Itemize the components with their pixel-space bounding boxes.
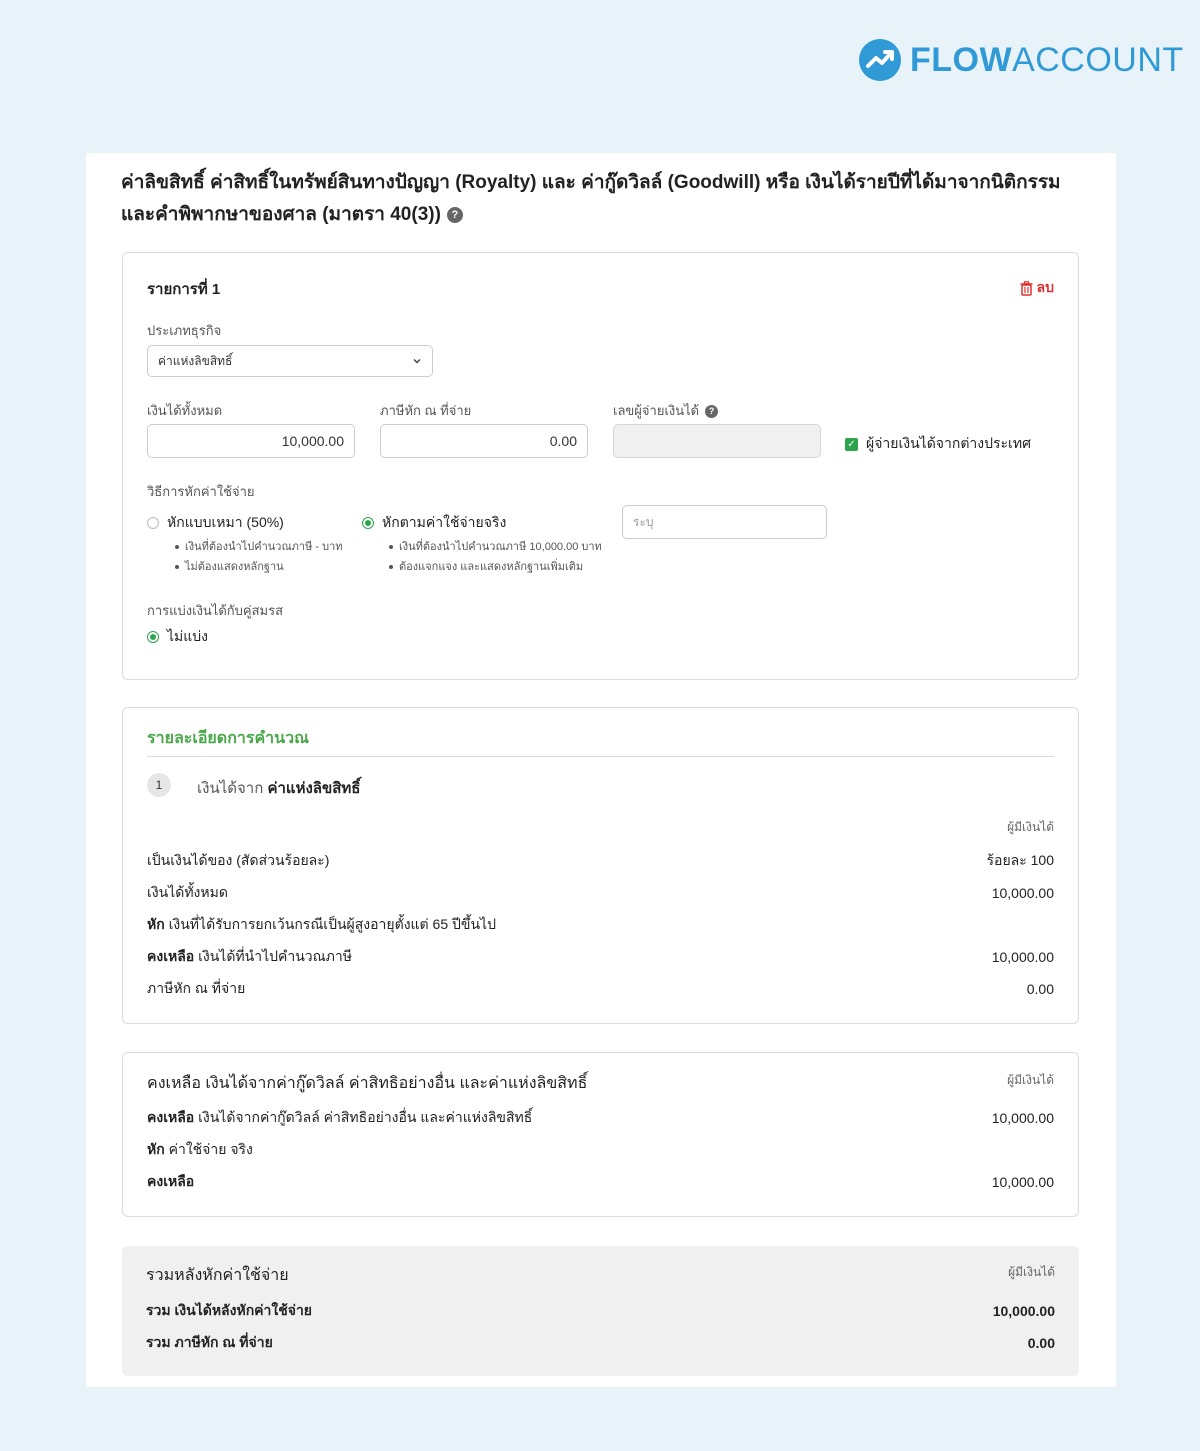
no-split-label: ไม่แบ่ง	[167, 628, 209, 644]
question-circle-icon[interactable]: ?	[447, 207, 463, 223]
withholding-input[interactable]: 0.00	[380, 424, 588, 458]
radio-on-icon	[147, 631, 159, 643]
column-head: ผู้มีเงินได้	[1008, 1265, 1055, 1279]
withholding-label: ภาษีหัก ณ ที่จ่าย	[380, 403, 472, 418]
flat-rate-label: หักแบบเหมา (50%)	[167, 514, 284, 530]
radio-on-icon	[362, 517, 374, 529]
note-item: ต้องแจกแจง และแสดงหลักฐานเพิ่มเติม	[387, 557, 602, 577]
payer-id-input[interactable]	[613, 424, 821, 458]
item-heading: รายการที่ 1	[147, 281, 221, 298]
payer-id-label: เลขผู้จ่ายเงินได้ ?	[613, 400, 718, 421]
summary-title: รวมหลังหักค่าใช้จ่าย	[146, 1267, 289, 1284]
foreign-payer-label: ผู้จ่ายเงินได้จากต่างประเทศ	[866, 435, 1031, 451]
delete-button[interactable]	[1020, 277, 1054, 299]
table-row: เป็นเงินได้ของ (สัดส่วนร้อยละ) ร้อยละ 100	[147, 852, 1054, 868]
page-title: ค่าลิขสิทธิ์ ค่าสิทธิ์ในทรัพย์สินทางปัญญา (Royalty) และ ค่ากู๊ดวิลล์ (Goodwill) หรือ เงินได้รายปีที่ได้มาจากนิติกรรม และคำพิพากษาของศาล (มาตรา 40(3)) ?	[121, 172, 1061, 225]
logo-text: FLOWACCOUNT	[910, 41, 1184, 79]
business-type-label: ประเภทธุรกิจ	[147, 323, 222, 338]
specify-input[interactable]: ระบุ	[622, 505, 827, 539]
trash-icon	[1020, 281, 1033, 296]
business-type-value: ค่าแห่งลิขสิทธิ์	[158, 353, 233, 368]
checkmark-icon: ✓	[845, 438, 858, 451]
divider	[147, 756, 1054, 757]
column-head: ผู้มีเงินได้	[1007, 820, 1054, 834]
column-head: ผู้มีเงินได้	[1007, 1073, 1054, 1087]
actual-expense-notes	[387, 537, 602, 577]
question-circle-icon[interactable]: ?	[705, 405, 718, 418]
flowaccount-logo	[858, 38, 1184, 82]
radio-actual-expense[interactable]	[362, 512, 506, 534]
logo-mark-icon	[858, 38, 902, 82]
spouse-split-label: การแบ่งเงินได้กับคู่สมรส	[147, 603, 284, 618]
income-from: เงินได้จาก ค่าแห่งลิขสิทธิ์	[197, 780, 361, 797]
table-row: รวม ภาษีหัก ณ ที่จ่าย 0.00	[146, 1334, 1055, 1351]
deduction-method-label: วิธีการหักค่าใช้จ่าย	[147, 484, 255, 499]
item-panel	[122, 252, 1079, 680]
summary-panel	[122, 1246, 1079, 1376]
remaining-title: คงเหลือ เงินได้จากค่ากู๊ดวิลล์ ค่าสิทธิอย่างอื่น และค่าแห่งลิขสิทธิ์	[147, 1075, 588, 1092]
table-row: คงเหลือ เงินได้จากค่ากู๊ดวิลล์ ค่าสิทธิอย่างอื่น และค่าแห่งลิขสิทธิ์ 10,000.00	[147, 1109, 1054, 1126]
foreign-payer-checkbox[interactable]	[845, 433, 1031, 455]
chevron-down-icon	[412, 356, 422, 366]
table-row: เงินได้ทั้งหมด 10,000.00	[147, 884, 1054, 901]
table-row: คงเหลือ เงินได้ที่นำไปคำนวณภาษี 10,000.00	[147, 948, 1054, 965]
flat-rate-notes	[173, 537, 343, 577]
radio-off-icon	[147, 517, 159, 529]
radio-flat-rate[interactable]	[147, 512, 284, 534]
total-income-input[interactable]: 10,000.00	[147, 424, 355, 458]
note-item: เงินที่ต้องนำไปคำนวณภาษี - บาท	[173, 537, 343, 557]
remaining-panel	[122, 1052, 1079, 1217]
business-type-select[interactable]	[147, 345, 433, 377]
table-row: ภาษีหัก ณ ที่จ่าย 0.00	[147, 980, 1054, 997]
table-row: หัก ค่าใช้จ่าย จริง	[147, 1141, 253, 1157]
table-row: หัก เงินที่ได้รับการยกเว้นกรณีเป็นผู้สูงอายุตั้งแต่ 65 ปีขึ้นไป	[147, 916, 496, 932]
note-item: ไม่ต้องแสดงหลักฐาน	[173, 557, 343, 577]
delete-label: ลบ	[1036, 279, 1054, 295]
radio-no-split[interactable]	[147, 626, 208, 648]
actual-expense-label: หักตามค่าใช้จ่ายจริง	[382, 514, 507, 530]
total-income-label: เงินได้ทั้งหมด	[147, 403, 223, 418]
note-item: เงินที่ต้องนำไปคำนวณภาษี 10,000.00 บาท	[387, 537, 602, 557]
table-row: รวม เงินได้หลังหักค่าใช้จ่าย 10,000.00	[146, 1302, 1055, 1319]
table-row: คงเหลือ 10,000.00	[147, 1173, 1054, 1190]
index-badge: 1	[147, 773, 171, 797]
calc-panel	[122, 707, 1079, 1024]
calc-title: รายละเอียดการคำนวณ	[147, 730, 309, 747]
main-card	[86, 153, 1116, 1387]
